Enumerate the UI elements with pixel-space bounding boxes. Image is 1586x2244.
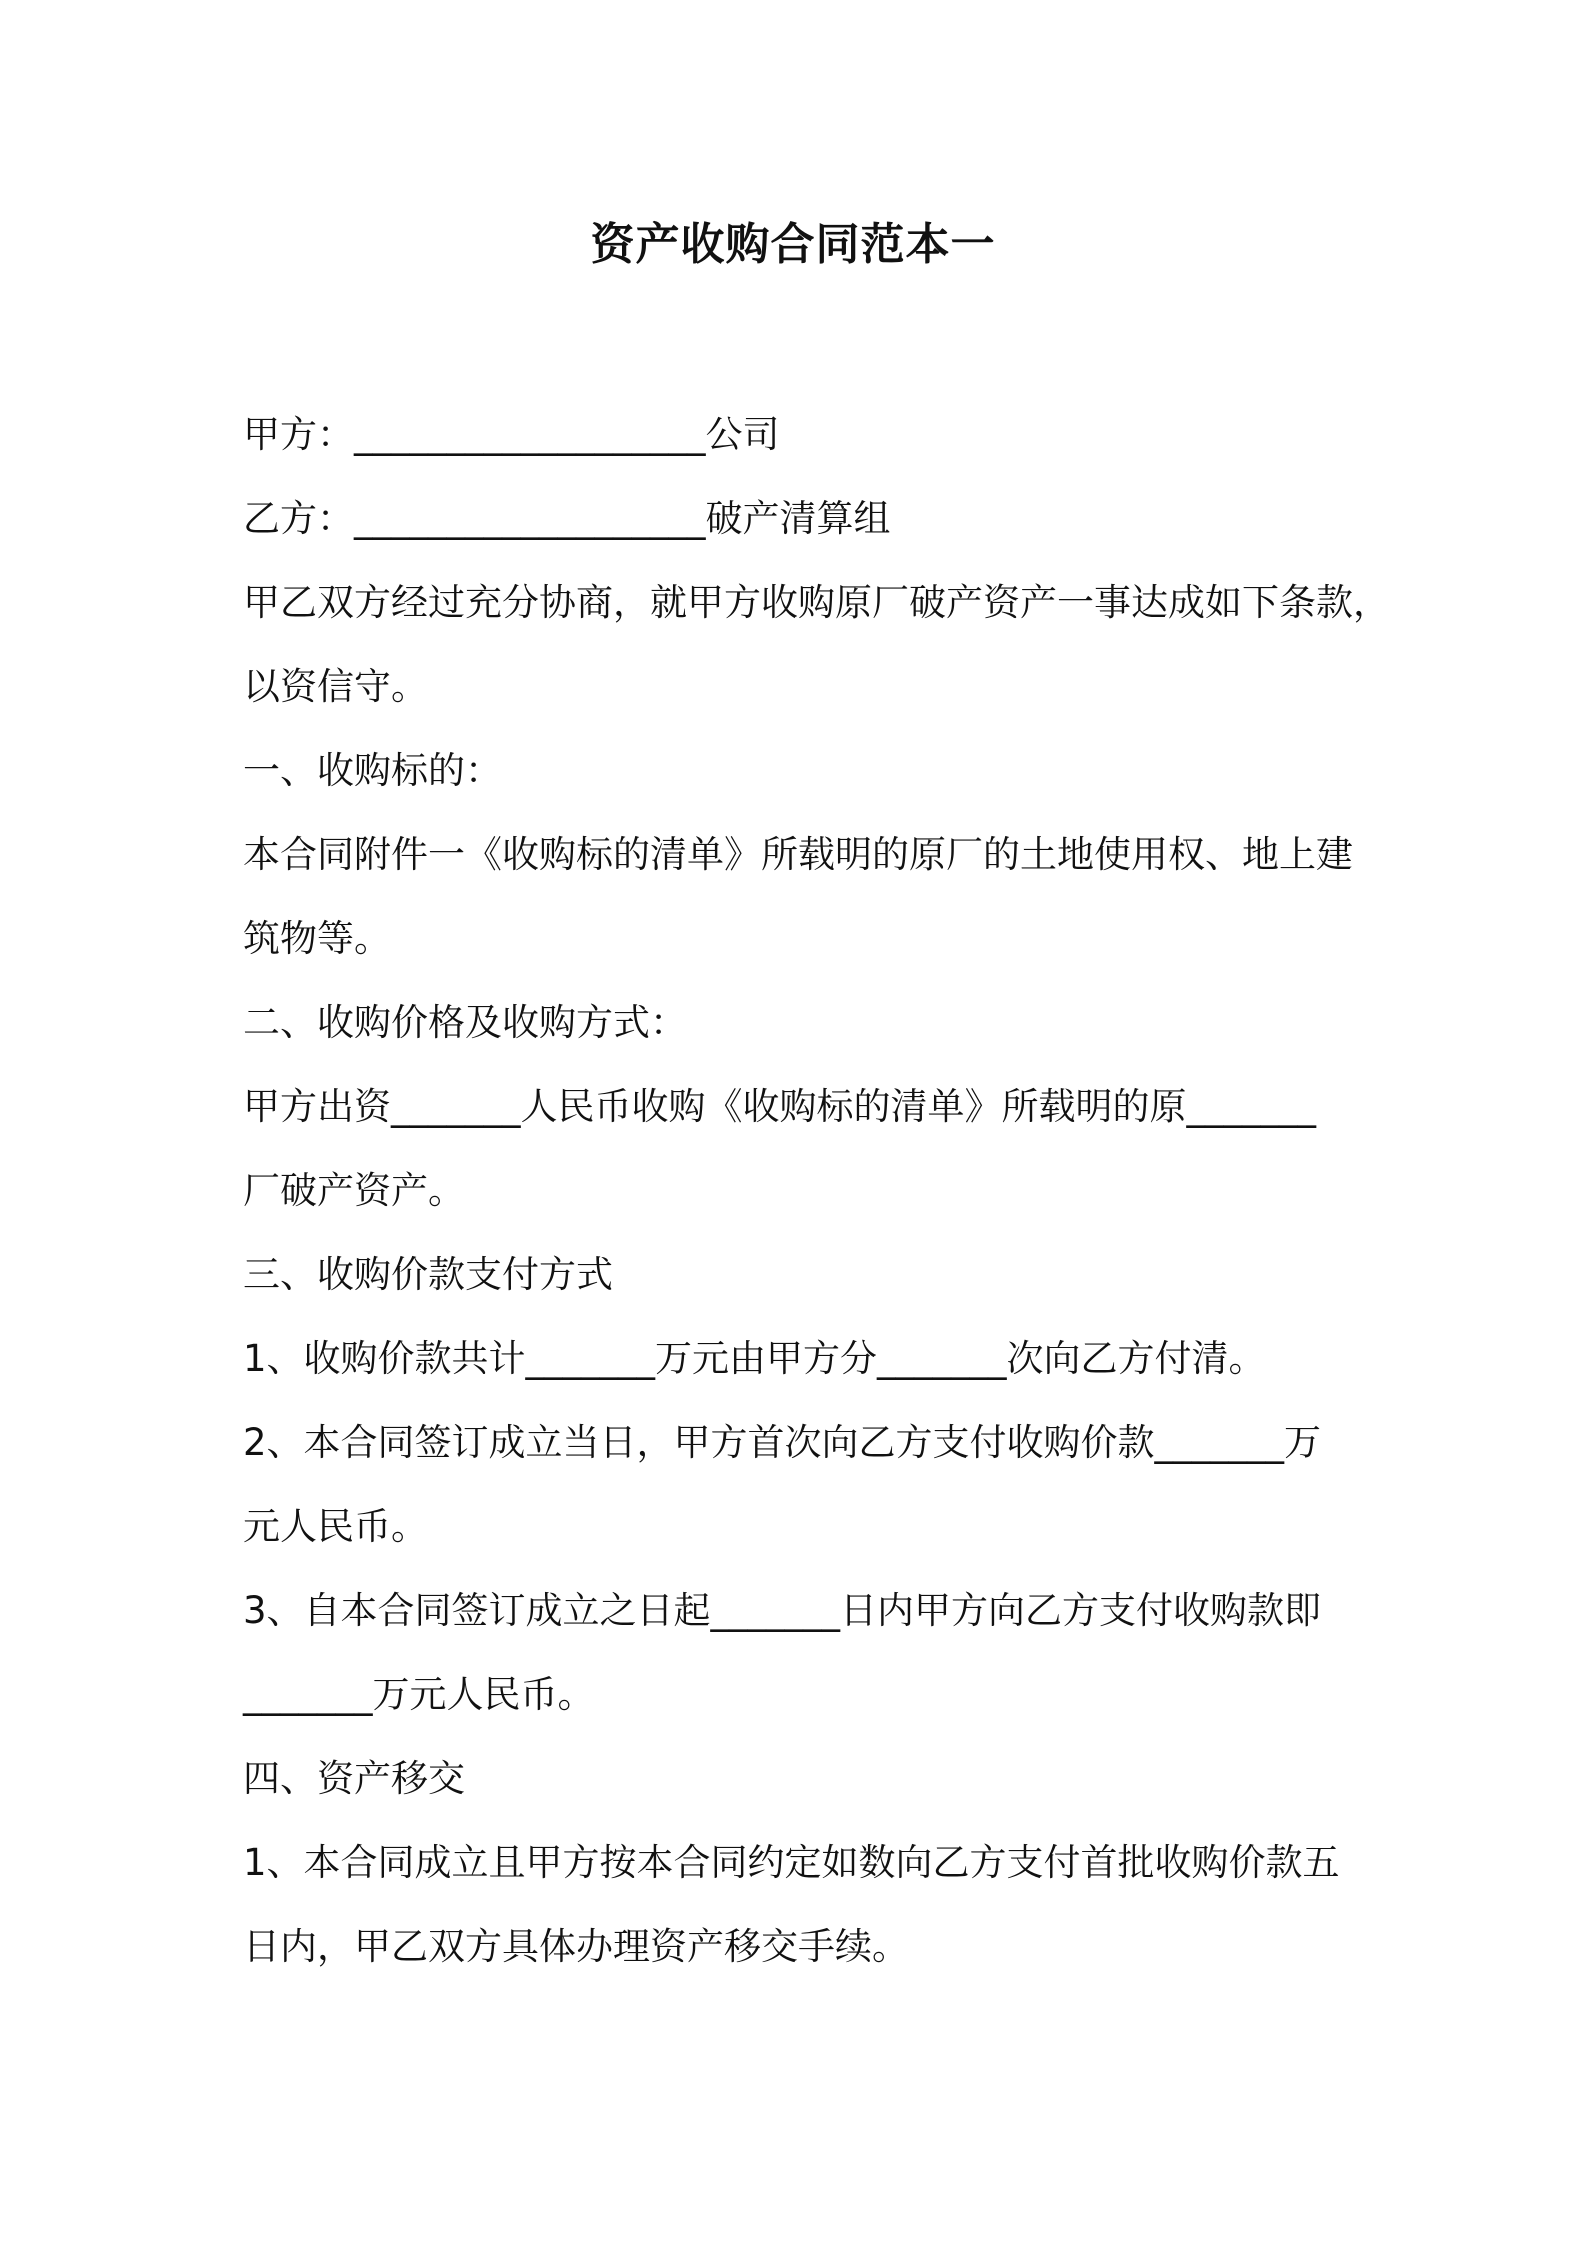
paragraph-line: 甲方出资_______人民币收购《收购标的清单》所载明的原_______ bbox=[243, 1085, 1316, 1128]
clause-line: 1、本合同成立且甲方按本合同约定如数向乙方支付首批收购价款五 bbox=[243, 1841, 1340, 1884]
paragraph-line: 本合同附件一《收购标的清单》所载明的原厂的土地使用权、地上建 bbox=[243, 833, 1353, 876]
party-b-line: 乙方：___________________破产清算组 bbox=[243, 497, 891, 540]
party-a-line: 甲方：___________________公司 bbox=[243, 413, 780, 456]
clause-line: 元人民币。 bbox=[243, 1505, 428, 1548]
clause-line: 3、自本合同签订成立之日起_______日内甲方向乙方支付收购款即 bbox=[243, 1589, 1322, 1632]
clause-line: 日内，甲乙双方具体办理资产移交手续。 bbox=[243, 1925, 909, 1968]
preamble-line: 甲乙双方经过充分协商，就甲方收购原厂破产资产一事达成如下条款， bbox=[243, 581, 1390, 624]
paragraph-line: 筑物等。 bbox=[243, 917, 391, 960]
section-heading: 四、资产移交 bbox=[243, 1757, 465, 1800]
paragraph-line: 厂破产资产。 bbox=[243, 1169, 465, 1212]
document-title: 资产收购合同范本一 bbox=[590, 219, 996, 270]
preamble-line: 以资信守。 bbox=[243, 665, 428, 708]
clause-line: _______万元人民币。 bbox=[243, 1673, 595, 1716]
section-heading: 三、收购价款支付方式 bbox=[243, 1253, 613, 1296]
section-heading: 二、收购价格及收购方式： bbox=[243, 1001, 687, 1044]
clause-line: 1、收购价款共计_______万元由甲方分_______次向乙方付清。 bbox=[243, 1337, 1266, 1380]
clause-line: 2、本合同签订成立当日，甲方首次向乙方支付收购价款_______万 bbox=[243, 1421, 1322, 1464]
section-heading: 一、收购标的： bbox=[243, 749, 502, 792]
